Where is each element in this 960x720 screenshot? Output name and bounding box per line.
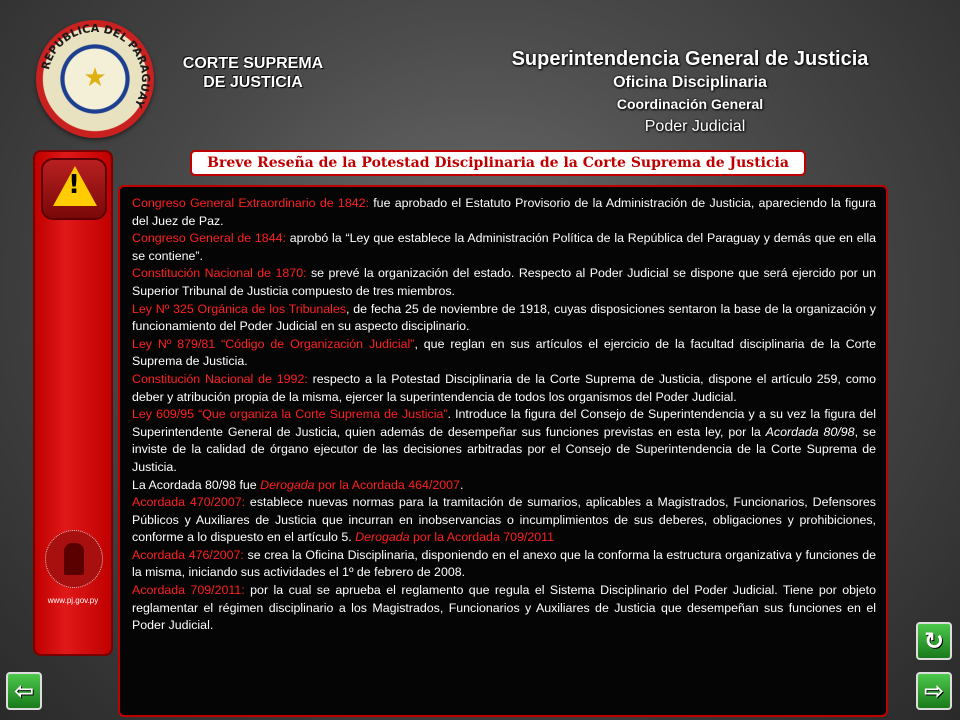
arrow-right-icon: ⇨: [923, 677, 945, 705]
poder-judicial-logo-icon: [45, 530, 103, 588]
svg-text:REPUBLICA DEL PARAGUAY: REPUBLICA DEL PARAGUAY: [39, 21, 153, 110]
paragraph-derogada: [132, 477, 876, 495]
back-button[interactable]: [6, 672, 42, 710]
paragraph-lead: Ley Nº 325 Orgánica de los Tribunales: [132, 301, 347, 316]
sidebar-panel: [33, 150, 113, 656]
paragraph-lead: Ley Nº 879/81 “Código de Organización Judicial”: [132, 336, 415, 351]
paragraph-lead: Acordada 470/2007:: [132, 495, 246, 510]
paragraph-text: , se inviste de la calidad de órgano ejecutor de las decisiones arbitradas por el Consejo de Superintendencia de la Corte Suprema de Justicia.: [132, 424, 876, 474]
por-label: por la: [314, 477, 352, 492]
paragraph-acordada-470: [132, 494, 876, 547]
acordada-label: Acordada 709/2011: [446, 530, 555, 545]
next-button[interactable]: [916, 672, 952, 710]
paragraph-acordada-709: [132, 582, 876, 635]
arrow-left-icon: ⇦: [13, 677, 35, 705]
paragraph-text: aprobó la “Ley que establece la Administración Política de la República del Paraguay y demás que en ella se contiene”.: [132, 231, 876, 263]
content-panel: [118, 185, 888, 717]
justice-figure-icon: [64, 543, 84, 575]
seal-star-icon: ★: [83, 62, 107, 93]
corte-suprema-label: [158, 54, 348, 92]
paragraph-text: se prevé la organización del estado. Respecto al Poder Judicial se dispone que será ejercido por un Superior Tribunal de Justicia compuesto de tres miembros.: [132, 266, 876, 298]
return-icon: ↻: [923, 627, 945, 655]
page-subtitle: Oficina Disciplinaria: [613, 74, 767, 91]
warning-mark: !: [68, 170, 80, 200]
por-label: por la: [409, 530, 447, 545]
paragraph-lead: Acordada 709/2011:: [132, 583, 245, 598]
paragraph-lead: Acordada 476/2007:: [132, 547, 244, 562]
paragraph-lead: Congreso General Extraordinario de 1842:: [132, 196, 369, 210]
paragraph-text: , de fecha 25 de noviembre de 1918, cuyas disposiciones sentaron la base de la organización y funcionamiento del Poder Judicial en su aspecto disciplinario.: [132, 301, 876, 334]
paragraph-1842: [132, 195, 876, 230]
website-url[interactable]: www.pj.gov.py: [47, 596, 99, 605]
paragraph-lead: Constitución Nacional de 1870:: [132, 266, 307, 281]
paragraph-acordada-476: [132, 547, 876, 582]
page-title: Superintendencia General de Justicia: [511, 48, 869, 70]
derogada-label: Derogada: [355, 530, 410, 545]
paragraph-text: fue aprobado el Estatuto Provisorio de la Administración de Justicia, apareciendo la figura del Juez de Paz.: [132, 196, 877, 228]
paragraph-1844: [132, 230, 876, 265]
paragraph-ley-609: [132, 406, 876, 476]
paragraph-1992: [132, 371, 876, 406]
coordination-label: Coordinación General: [616, 96, 764, 112]
paragraph-lead: Constitución Nacional de 1992:: [132, 371, 308, 386]
paragraph-text: por la cual se aprueba el reglamento que regula el Sistema Disciplinario del Poder Judicial. Tiene por objeto reglamentar el régimen disciplinario a los Magistrados, Funcionarios y Auxiliares de Justicia que desempeñan sus funciones en el Poder Judicial.: [132, 583, 876, 633]
paragraph-text: establece nuevas normas para la tramitación de sumarios, aplicables a Magistrados, Funcionarios, Defensores Públicos y Auxiliares de Justicia que incurran en inobservancias o incumplimientos de sus deberes, obligaciones y prohibiciones, conforme a lo dispuesto en el artículo 5.: [132, 495, 876, 545]
return-button[interactable]: [916, 622, 952, 660]
paragraph-text: . Introduce la figura del Consejo de Superintendencia y a su vez la figura del Superintendente General de Justicia, quien además de desempeñar sus funciones previstas en esta ley, por la: [132, 407, 877, 439]
acordada-label: Acordada 464/2007: [351, 477, 460, 492]
corte-line-2: DE JUSTICIA: [203, 74, 303, 91]
branch-label: Poder Judicial: [644, 118, 746, 135]
paragraph-text: se crea la Oficina Disciplinaria, disponiendo en el anexo que la conforma la estructura organizativa y funciones de la misma, iniciando sus actividades el 1º de febrero de 2008.: [132, 547, 877, 580]
paragraph-lead: Ley 609/95 “Que organiza la Corte Suprema de Justicia”: [132, 407, 448, 422]
warning-icon: [41, 158, 107, 220]
corte-line-1: CORTE SUPREMA: [182, 55, 324, 72]
paragraph-ley-879: [132, 336, 876, 371]
paragraph-text: respecto a la Potestad Disciplinaria de la Corte Suprema de Justicia, dispone el artículo 259, como deber y atribución propia de la misma, ejercer la superintendencia de todos los organismos del Poder Judicial.: [132, 371, 876, 404]
paraguay-seal-icon: [36, 20, 154, 138]
derogada-label: Derogada: [260, 477, 315, 492]
paragraph-text: , que reglan en sus artículos el ejercicio de la facultad disciplinaria de la Corte Suprema de Justicia.: [132, 336, 876, 369]
paragraph-text: .: [459, 477, 464, 492]
paragraph-ley-325: [132, 301, 876, 336]
paragraph-italic: Acordada 80/98: [765, 424, 855, 439]
section-title: Breve Reseña de la Potestad Disciplinaria de la Corte Suprema de Justicia: [190, 150, 806, 176]
paragraph-text: La Acordada 80/98 fue: [132, 477, 261, 492]
paragraph-1870: [132, 265, 876, 300]
paragraph-lead: Congreso General de 1844:: [132, 231, 286, 246]
